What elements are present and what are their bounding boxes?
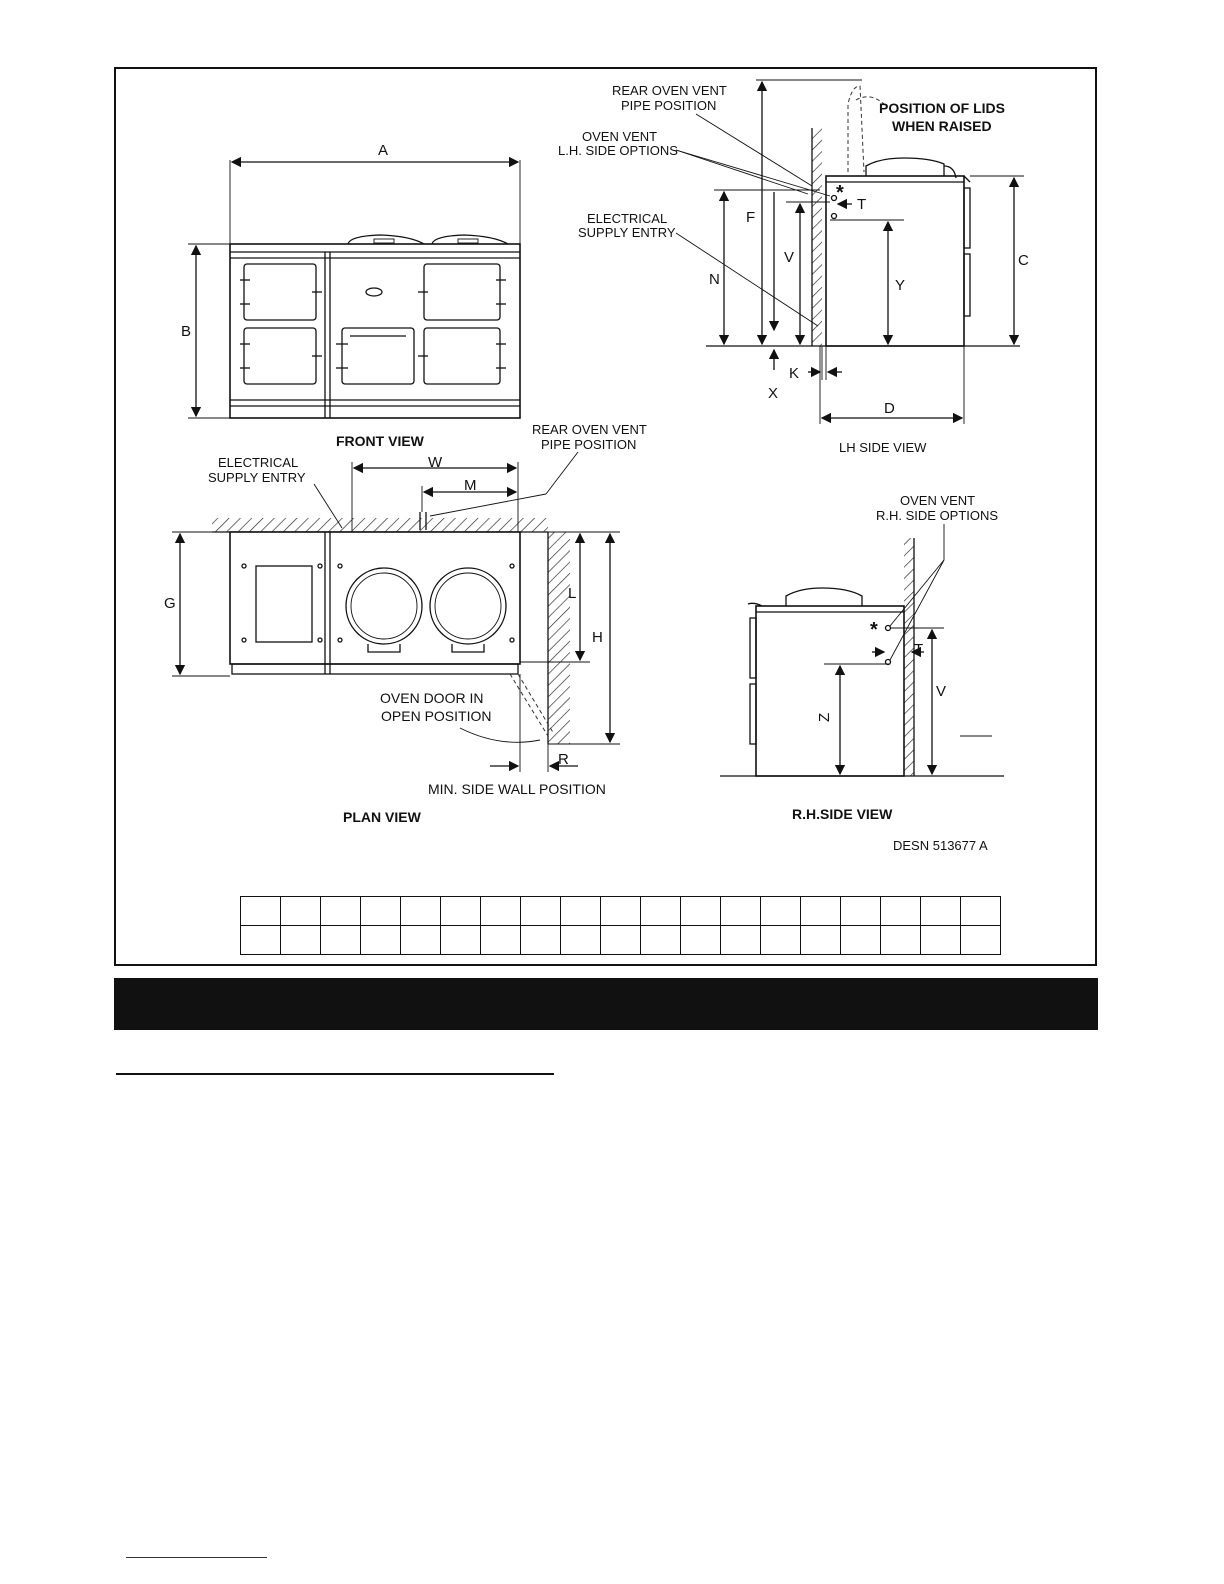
table-cell xyxy=(841,926,881,955)
table-cell xyxy=(441,926,481,955)
dim-a-label: A xyxy=(378,142,389,159)
table-cell xyxy=(361,897,401,926)
dim-v-label-rh: V xyxy=(936,683,947,700)
table-cell xyxy=(521,926,561,955)
footer-rule xyxy=(126,1557,267,1558)
table-cell xyxy=(481,926,521,955)
drawing-reference: DESN 513677 A xyxy=(893,838,988,853)
rh-side-view-title: R.H.SIDE VIEW xyxy=(792,806,893,822)
table-cell xyxy=(801,926,841,955)
lh-asterisk: * xyxy=(836,182,844,204)
table-cell xyxy=(281,897,321,926)
rh-vent-line1: OVEN VENT xyxy=(900,493,976,508)
plan-rear-vent-line1: REAR OVEN VENT xyxy=(532,422,647,437)
table-cell xyxy=(681,926,721,955)
table-cell xyxy=(761,926,801,955)
table-cell xyxy=(881,926,921,955)
table-cell xyxy=(921,926,961,955)
dim-t-label-lh: T xyxy=(857,196,867,213)
dim-c-label: C xyxy=(1018,252,1029,269)
table-row xyxy=(241,926,1001,955)
table-cell xyxy=(841,897,881,926)
dim-t-label-rh: T xyxy=(914,641,924,658)
table-cell xyxy=(681,897,721,926)
lh-rear-vent-line1: REAR OVEN VENT xyxy=(612,83,727,98)
lh-elec-line2: SUPPLY ENTRY xyxy=(578,225,676,240)
lh-vent-line1: OVEN VENT xyxy=(582,129,658,144)
door-open-line1: OVEN DOOR IN xyxy=(380,690,484,706)
table-cell xyxy=(481,897,521,926)
table-cell xyxy=(241,926,281,955)
dim-m-label: M xyxy=(464,477,477,494)
rh-vent-line2: R.H. SIDE OPTIONS xyxy=(876,508,999,523)
table-cell xyxy=(441,897,481,926)
table-cell xyxy=(881,897,921,926)
dim-d-label: D xyxy=(884,400,895,417)
table-cell xyxy=(361,926,401,955)
plan-view-title: PLAN VIEW xyxy=(343,809,421,825)
dim-y-label: Y xyxy=(895,277,906,294)
dim-f-label: F xyxy=(746,209,756,226)
dim-n-label: N xyxy=(709,271,720,288)
table-cell xyxy=(641,926,681,955)
dim-x-label: X xyxy=(768,385,779,402)
heading-underline xyxy=(116,1073,554,1075)
table-cell xyxy=(721,926,761,955)
dim-g-label: G xyxy=(164,595,176,612)
dim-z-label: Z xyxy=(816,712,833,722)
table-cell xyxy=(321,897,361,926)
lh-rear-vent-line2: PIPE POSITION xyxy=(621,98,717,113)
lid-position-line2: WHEN RAISED xyxy=(892,118,992,134)
table-cell xyxy=(721,897,761,926)
table-cell xyxy=(281,926,321,955)
table-cell xyxy=(761,897,801,926)
dim-w-label: W xyxy=(428,454,443,471)
front-view xyxy=(188,160,520,418)
table-cell xyxy=(601,926,641,955)
lh-elec-line1: ELECTRICAL xyxy=(587,211,668,226)
table-cell xyxy=(921,897,961,926)
dimension-table xyxy=(240,896,1001,955)
dim-v-label-lh: V xyxy=(784,249,795,266)
dim-r-label: R xyxy=(558,751,569,768)
table-cell xyxy=(801,897,841,926)
dim-h-label: H xyxy=(592,629,603,646)
rh-asterisk: * xyxy=(870,619,878,641)
door-open-line2: OPEN POSITION xyxy=(381,708,492,724)
min-side-wall-label: MIN. SIDE WALL POSITION xyxy=(428,781,606,797)
plan-elec-line2: SUPPLY ENTRY xyxy=(208,470,306,485)
rh-side-view xyxy=(720,524,1004,776)
dim-b-label: B xyxy=(181,323,192,340)
table-cell xyxy=(961,897,1001,926)
plan-view xyxy=(172,452,620,772)
table-cell xyxy=(241,897,281,926)
table-cell xyxy=(521,897,561,926)
table-cell xyxy=(641,897,681,926)
lid-position-line1: POSITION OF LIDS xyxy=(879,100,1006,116)
table-cell xyxy=(321,926,361,955)
table-cell xyxy=(401,926,441,955)
lh-vent-line2: L.H. SIDE OPTIONS xyxy=(558,143,678,158)
table-cell xyxy=(401,897,441,926)
plan-elec-line1: ELECTRICAL xyxy=(218,455,299,470)
section-header-bar xyxy=(114,978,1098,1030)
plan-rear-vent-line2: PIPE POSITION xyxy=(541,437,637,452)
table-row xyxy=(241,897,1001,926)
table-cell xyxy=(561,926,601,955)
front-view-title: FRONT VIEW xyxy=(336,433,424,449)
dim-k-label: K xyxy=(789,365,800,382)
dim-l-label: L xyxy=(568,585,577,602)
table-cell xyxy=(561,897,601,926)
table-cell xyxy=(961,926,1001,955)
lh-side-view-title: LH SIDE VIEW xyxy=(839,440,927,455)
table-cell xyxy=(601,897,641,926)
